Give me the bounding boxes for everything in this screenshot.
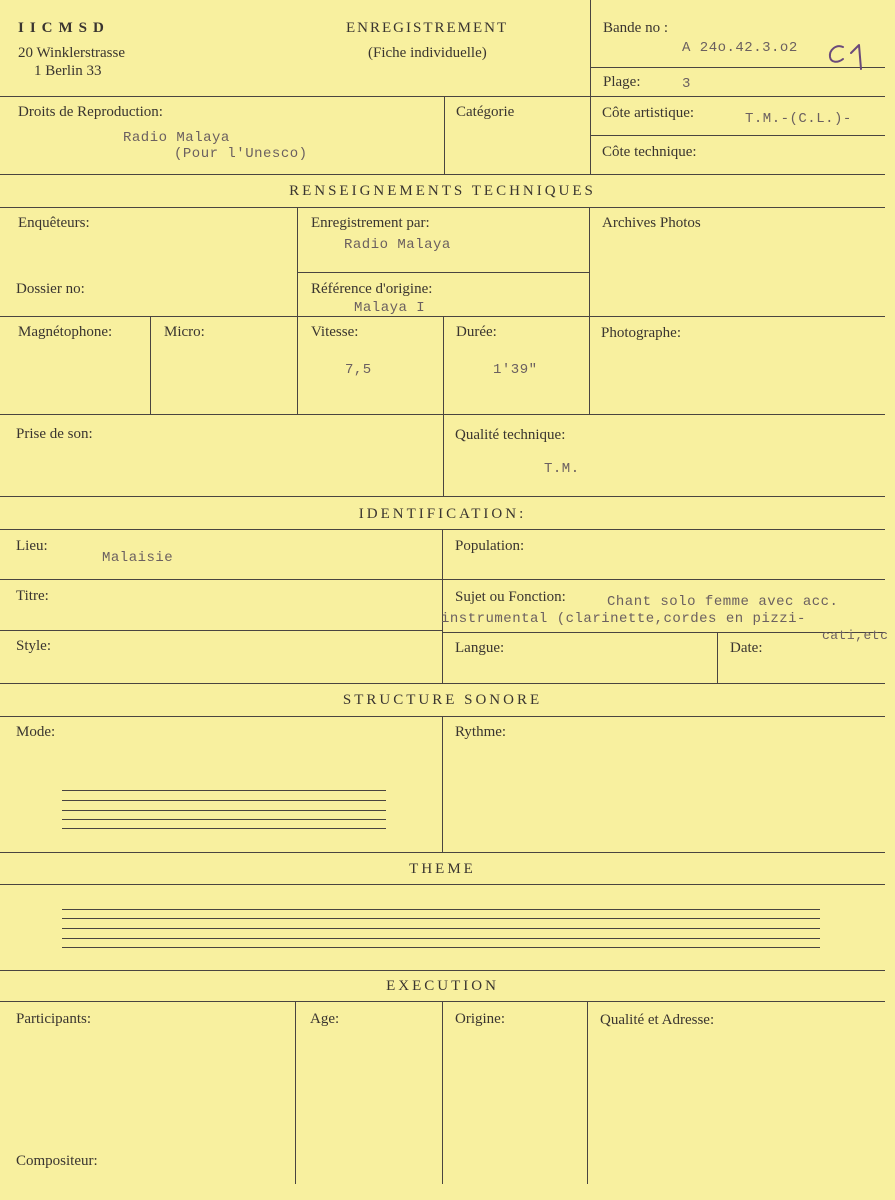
rule-prise-bottom (0, 496, 885, 497)
bande-label: Bande no : (603, 20, 668, 36)
cote-artistique-value: T.M.-(C.L.)- (745, 111, 852, 127)
sujet-value-line1: Chant solo femme avec acc. (607, 594, 839, 610)
duree-label: Durée: (456, 324, 497, 340)
vitesse-label: Vitesse: (311, 324, 359, 340)
rule-mode-bottom (0, 852, 885, 853)
sujet-label: Sujet ou Fonction: (455, 589, 566, 605)
institute-city: 1 Berlin 33 (34, 63, 102, 79)
rule-rights-bottom (0, 174, 885, 175)
rule-ident-divider (442, 529, 443, 683)
dossier-label: Dossier no: (16, 281, 85, 297)
mode-staff-line (62, 810, 386, 811)
rythme-label: Rythme: (455, 724, 507, 740)
bande-value: A 24o.42.3.o2 (682, 40, 798, 56)
section-execution: EXECUTION (386, 978, 499, 994)
lieu-label: Lieu: (16, 538, 48, 554)
sujet-value-line2: instrumental (clarinette,cordes en pizzi- (441, 611, 806, 627)
rule-technical-header-bottom (0, 207, 885, 208)
mode-label: Mode: (16, 724, 56, 740)
form-title: ENREGISTREMENT (346, 20, 509, 36)
micro-label: Micro: (164, 324, 205, 340)
rule-date-divider (717, 632, 718, 683)
vitesse-value: 7,5 (345, 362, 372, 378)
droits-value-line2: (Pour l'Unesco) (174, 146, 308, 162)
theme-staff-line (62, 928, 820, 929)
mode-staff-line (62, 828, 386, 829)
rule-titre-bottom-right (442, 632, 885, 633)
rule-categorie-divider (444, 96, 445, 174)
age-label: Age: (310, 1011, 340, 1027)
enqueteurs-label: Enquêteurs: (18, 215, 90, 231)
cote-artistique-label: Côte artistique: (602, 105, 695, 121)
droits-label: Droits de Reproduction: (18, 104, 163, 120)
theme-staff-line (62, 909, 820, 910)
population-label: Population: (455, 538, 525, 554)
rule-titre-bottom-left (0, 630, 442, 631)
rule-enregistrement-bottom (297, 272, 589, 273)
rule-style-bottom (0, 683, 885, 684)
rule-structure-divider (442, 716, 443, 852)
qualite-technique-value: T.M. (544, 461, 580, 477)
rule-theme-header-bottom (0, 884, 885, 885)
rule-exec-col2 (442, 1001, 443, 1184)
rule-tech-col2 (589, 207, 590, 414)
enregistrement-par-value: Radio Malaya (344, 237, 451, 253)
handwritten-mark (826, 38, 876, 72)
prise-de-son-label: Prise de son: (16, 426, 93, 442)
rule-header-divider (590, 0, 591, 174)
compositeur-label: Compositeur: (16, 1153, 98, 1169)
mode-staff-line (62, 819, 386, 820)
magnetophone-label: Magnétophone: (18, 324, 113, 340)
date-label: Date: (730, 640, 763, 656)
qualite-technique-label: Qualité technique: (455, 427, 566, 443)
rule-cote-mid (590, 135, 885, 136)
participants-label: Participants: (16, 1011, 91, 1027)
lieu-value: Malaisie (102, 550, 174, 566)
mode-staff-line (62, 800, 386, 801)
rule-theme-bottom (0, 970, 885, 971)
photographe-label: Photographe: (601, 325, 681, 341)
section-technical: RENSEIGNEMENTS TECHNIQUES (289, 183, 596, 199)
form-subtitle: (Fiche individuelle) (368, 45, 487, 61)
rule-micro-divider (150, 316, 151, 414)
reference-value: Malaya I (354, 300, 426, 316)
sujet-value-line3: cati,etc (822, 628, 889, 643)
plage-value: 3 (682, 76, 691, 92)
titre-label: Titre: (16, 588, 49, 604)
origine-label: Origine: (455, 1011, 505, 1027)
rule-tech-col1 (297, 207, 298, 414)
institute-street: 20 Winklerstrasse (18, 45, 126, 61)
theme-staff-line (62, 918, 820, 919)
section-theme: THEME (409, 861, 476, 877)
archives-photos-label: Archives Photos (602, 215, 701, 231)
reference-label: Référence d'origine: (311, 281, 433, 297)
duree-value: 1'39" (493, 362, 538, 378)
mode-staff-line (62, 790, 386, 791)
theme-staff-line (62, 947, 820, 948)
rule-header-bottom (0, 96, 885, 97)
section-identification: IDENTIFICATION: (358, 506, 527, 522)
institute-logo: IICMSD (18, 20, 110, 36)
enregistrement-par-label: Enregistrement par: (311, 215, 430, 231)
plage-label: Plage: (603, 74, 641, 90)
qualite-adresse-label: Qualité et Adresse: (600, 1012, 715, 1028)
rule-exec-col3 (587, 1001, 588, 1184)
rule-prise-divider (443, 414, 444, 496)
style-label: Style: (16, 638, 52, 654)
langue-label: Langue: (455, 640, 505, 656)
rule-vitesse-divider (443, 316, 444, 414)
theme-staff-line (62, 938, 820, 939)
cote-technique-label: Côte technique: (602, 144, 697, 160)
droits-value-line1: Radio Malaya (123, 130, 230, 146)
rule-exec-col1 (295, 1001, 296, 1184)
categorie-label: Catégorie (456, 104, 515, 120)
section-structure: STRUCTURE SONORE (342, 692, 543, 708)
